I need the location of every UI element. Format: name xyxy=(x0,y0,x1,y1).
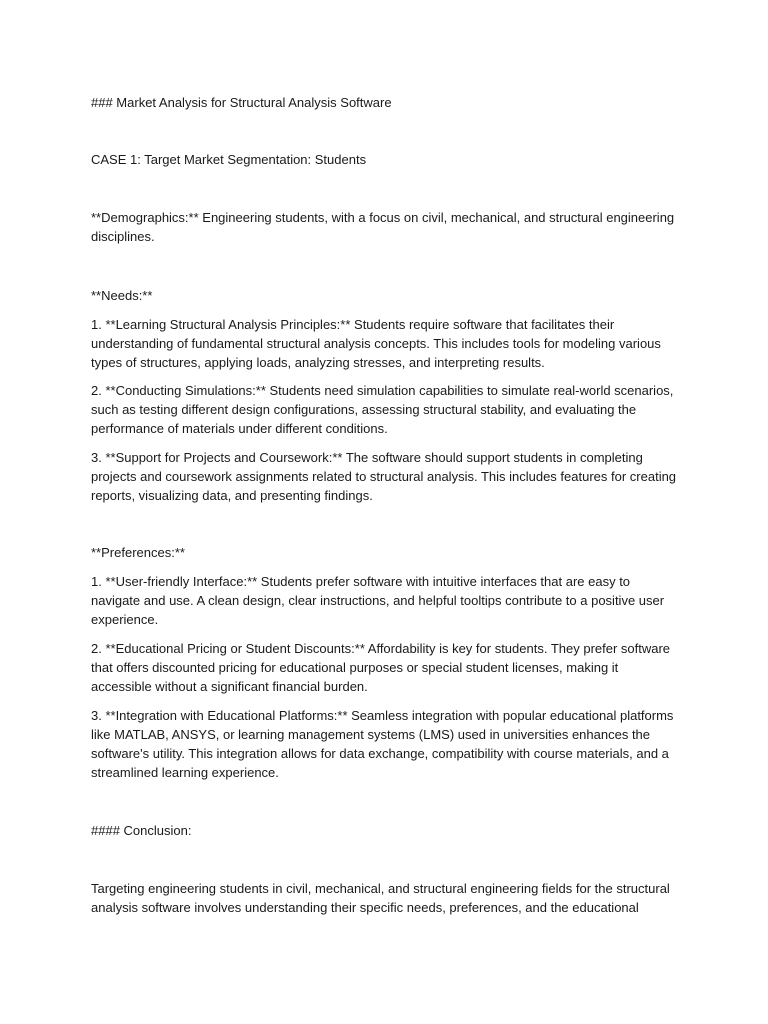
conclusion-heading: #### Conclusion: xyxy=(91,823,192,838)
case-heading: CASE 1: Target Market Segmentation: Students xyxy=(91,152,367,167)
preferences-item-3: 3. **Integration with Educational Platforms:** Seamless integration with popular educational platforms like MATLAB, ANSYS, or learning management systems (LMS) used in universities enhances the software's utility. This integration allows for data exchange, compatibility with course materials, and a streamlined learning experience. xyxy=(91,708,674,780)
document-title: ### Market Analysis for Structural Analysis Software xyxy=(91,95,392,110)
needs-item-2: 2. **Conducting Simulations:** Students need simulation capabilities to simulate real-world scenarios, such as testing different design configurations, assessing structural stability, and evaluating the performance of materials under different conditions. xyxy=(91,383,674,436)
needs-item-1: 1. **Learning Structural Analysis Principles:** Students require software that facilitates their understanding of fundamental structural analysis concepts. This includes tools for modeling various types of structures, applying loads, analyzing stresses, and interpreting results. xyxy=(91,317,661,370)
demographics-paragraph: **Demographics:** Engineering students, with a focus on civil, mechanical, and structural engineering disciplines. xyxy=(91,210,675,244)
preferences-item-2: 2. **Educational Pricing or Student Discounts:** Affordability is key for students. They prefer software that offers discounted pricing for educational purposes or special student licenses, making it accessible without a significant financial burden. xyxy=(91,641,671,694)
conclusion-paragraph: Targeting engineering students in civil, mechanical, and structural engineering fields for the structural analysis software involves understanding their specific needs, preferences, and the educational xyxy=(91,881,670,915)
needs-heading: **Needs:** xyxy=(91,288,153,303)
preferences-item-1: 1. **User-friendly Interface:** Students prefer software with intuitive interfaces that are easy to navigate and use. A clean design, clear instructions, and helpful tooltips contribute to a positive user experience. xyxy=(91,574,665,627)
preferences-heading: **Preferences:** xyxy=(91,545,185,560)
needs-item-3: 3. **Support for Projects and Coursework:** The software should support students in completing projects and coursework assignments related to structural analysis. This includes features for creating reports, visualizing data, and presenting findings. xyxy=(91,450,677,503)
